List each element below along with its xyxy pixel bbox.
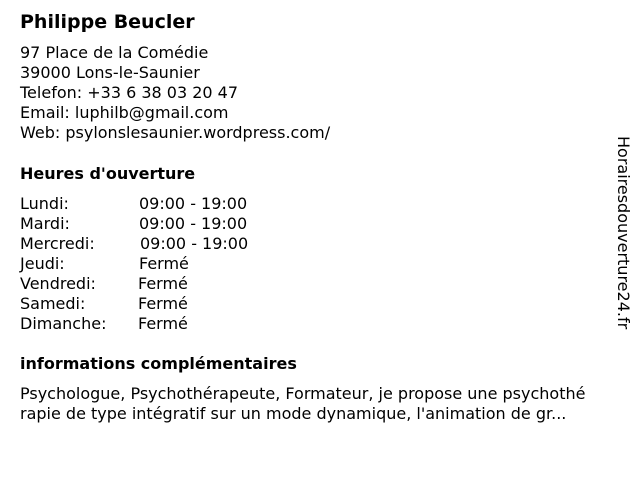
- day-label: Dimanche:: [20, 314, 107, 333]
- contact-block: [20, 43, 330, 143]
- opening-hours-heading: Heures d'ouverture: [20, 164, 196, 183]
- day-label: Mercredi:: [20, 234, 95, 253]
- hours-value: Fermé: [138, 274, 188, 293]
- address-line-1: 97 Place de la Comédie: [20, 43, 209, 62]
- day-label: Mardi:: [20, 214, 70, 233]
- business-name: Philippe Beucler: [20, 11, 195, 33]
- description-line-2: rapie de type intégratif sur un mode dynamique, l'animation de gr...: [20, 404, 567, 423]
- hours-value: Fermé: [138, 314, 188, 333]
- business-description: [20, 384, 635, 424]
- day-label: Jeudi:: [20, 254, 65, 273]
- website: Web: psylonslesaunier.wordpress.com/: [20, 123, 331, 142]
- site-watermark: Horairesdouverture24.fr: [614, 136, 633, 330]
- description-line-1: Psychologue, Psychothérapeute, Formateur, je propose une psychothé: [20, 384, 586, 403]
- hours-value: 09:00 - 19:00: [140, 234, 249, 253]
- additional-info-heading: informations complémentaires: [20, 354, 297, 373]
- address-line-2: 39000 Lons-le-Saunier: [20, 63, 200, 82]
- phone-number: Telefon: +33 6 38 03 20 47: [20, 83, 239, 102]
- day-label: Vendredi:: [20, 274, 96, 293]
- day-label: Lundi:: [20, 194, 69, 213]
- hours-value: Fermé: [138, 294, 188, 313]
- hours-value: Fermé: [139, 254, 189, 273]
- hours-value: 09:00 - 19:00: [139, 214, 248, 233]
- day-label: Samedi:: [20, 294, 86, 313]
- email-address: Email: luphilb@gmail.com: [20, 103, 229, 122]
- hours-value: 09:00 - 19:00: [139, 194, 248, 213]
